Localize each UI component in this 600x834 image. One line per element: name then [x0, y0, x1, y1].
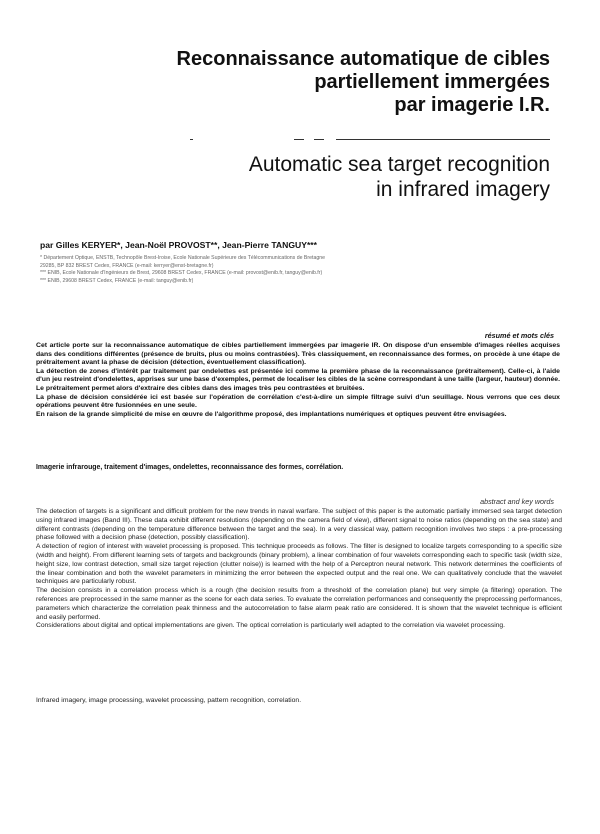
french-abstract-heading: résumé et mots clés [484, 331, 554, 340]
english-title-line: Automatic sea target recognition [248, 153, 550, 176]
french-abstract-paragraph: Cet article porte sur la reconnaissance automatique de cibles partiellement immergées par imagerie IR. On dispose d'un ensemble d'images réelles acquises dans des conditions différentes (présence de bruits, plus ou moins contrastées). Très classiquement, en reconnaissance des formes, on procède à une étape de prétraitement avant la phase de décision (détection, éventuellement classification). [36, 342, 560, 367]
french-abstract [36, 342, 560, 419]
french-title-line: par imagerie I.R. [394, 94, 550, 116]
english-title-line: in infrared imagery [376, 178, 550, 201]
title-separator [190, 136, 550, 142]
english-keywords: Infrared imagery, image processing, wavelet processing, pattern recognition, correlation. [36, 697, 302, 704]
english-abstract-paragraph: Considerations about digital and optical implementations are given. The optical correlation is particularly well adapted to the correlation via wavelet processing. [36, 622, 506, 630]
english-title [90, 152, 550, 202]
french-title-line: Reconnaissance automatique de cibles [176, 48, 550, 70]
french-abstract-paragraph: La détection de zones d'intérêt par traitement par ondelettes est présentée ici comme la première phase de la reconnaissance (prétraitement). Celle-ci, à l'aide d'un jeu restreint d'ondelettes, apprises sur une base d'exemples, permet de localiser les cibles de la scène correspondant à une taille (largeur, hauteur) donnée. Le prétraitement permet alors d'extraire des cibles dans des images très peu contrastées et bruitées. [36, 367, 560, 392]
affiliation-line: * Département Optique, ENSTB, Technopôle Brest-Iroise, Ecole Nationale Supérieure des Télécommunications de Bretagne [40, 255, 325, 261]
french-abstract-paragraph: La phase de décision considérée ici est basée sur l'opération de corrélation c'est-à-dire un simple filtrage suivi d'un seuillage. Nous verrons que ces deux opérations peuvent être fusionnées en une seule. [36, 393, 560, 410]
french-title-line: partiellement immergées [314, 71, 550, 93]
english-abstract-paragraph: A detection of region of interest with wavelet processing is proposed. This technique proceeds as follows. The filter is designed to localize targets corresponding to a specific size (width and height). From different learning sets of targets and backgrounds (binary problem), a linear combination of four wavelets corresponding each to specific task (width size, height size, low contrast detection, small size target rejection (clutter noise)) is learned with the help of a Perceptron neural network. This network determines the coefficients of the linear combination and both the wavelet parameters in minimizing the error between the expected output and the real one. We can qualitatively conclude that the wavelet techniques are particularly robust. [36, 543, 562, 586]
french-abstract-paragraph: En raison de la grande simplicité de mise en œuvre de l'algorithme proposé, des implantations numériques et optiques peuvent être envisagées. [36, 410, 507, 418]
english-abstract-heading: abstract and key words [480, 497, 554, 506]
french-keywords: Imagerie infrarouge, traitement d'images, ondelettes, reconnaissance des formes, corrélation. [36, 464, 344, 471]
english-abstract [36, 508, 562, 631]
affiliation-line: *** ENIB, 29608 BREST Cedex, FRANCE (e-mail: tanguy@enib.fr) [40, 277, 194, 284]
author-line: par Gilles KERYER*, Jean-Noël PROVOST**, Jean-Pierre TANGUY*** [40, 240, 317, 250]
english-abstract-paragraph: The detection of targets is a significant and difficult problem for the new trends in naval warfare. The subject of this paper is the automatic partially immersed sea target detection using infrared images (Band III). These data exhibit different resolutions (depending on the camera field of view), different signal to noise ratios (depending on the sea state) and different contrasts (depending on the temperature difference between the target and the sea). In a very classical way, pattern recognition involves two steps : a pre-processing phase followed with a decision phase (detection, possibly classification). [36, 508, 562, 542]
affiliations [40, 255, 520, 285]
affiliation-line: *** ENIB, Ecole Nationale d'Ingénieurs de Brest, 29608 BREST Cedex, FRANCE (e-mail: provost@enib.fr, tanguy@enib.fr) [40, 270, 323, 277]
english-abstract-paragraph: The decision consists in a correlation process which is a rough (the decision results from a threshold of the correlation plane) but very simple (a filtering) operation. The references are preprocessed in the same manner as the scene for each data series. To evaluate the correlation performances and consequently the preprocessing performances, parameters which characterize the correlation peak thinness and the autocorrelation to false alarm peak ratio are considered. It is shown that the wavelet technique is efficient and easily performed. [36, 587, 562, 621]
affiliation-line: 29285, BP 832 BREST Cedex, FRANCE (e-mail: kerryer@enst-bretagne.fr) [40, 262, 214, 269]
french-title [90, 48, 550, 117]
